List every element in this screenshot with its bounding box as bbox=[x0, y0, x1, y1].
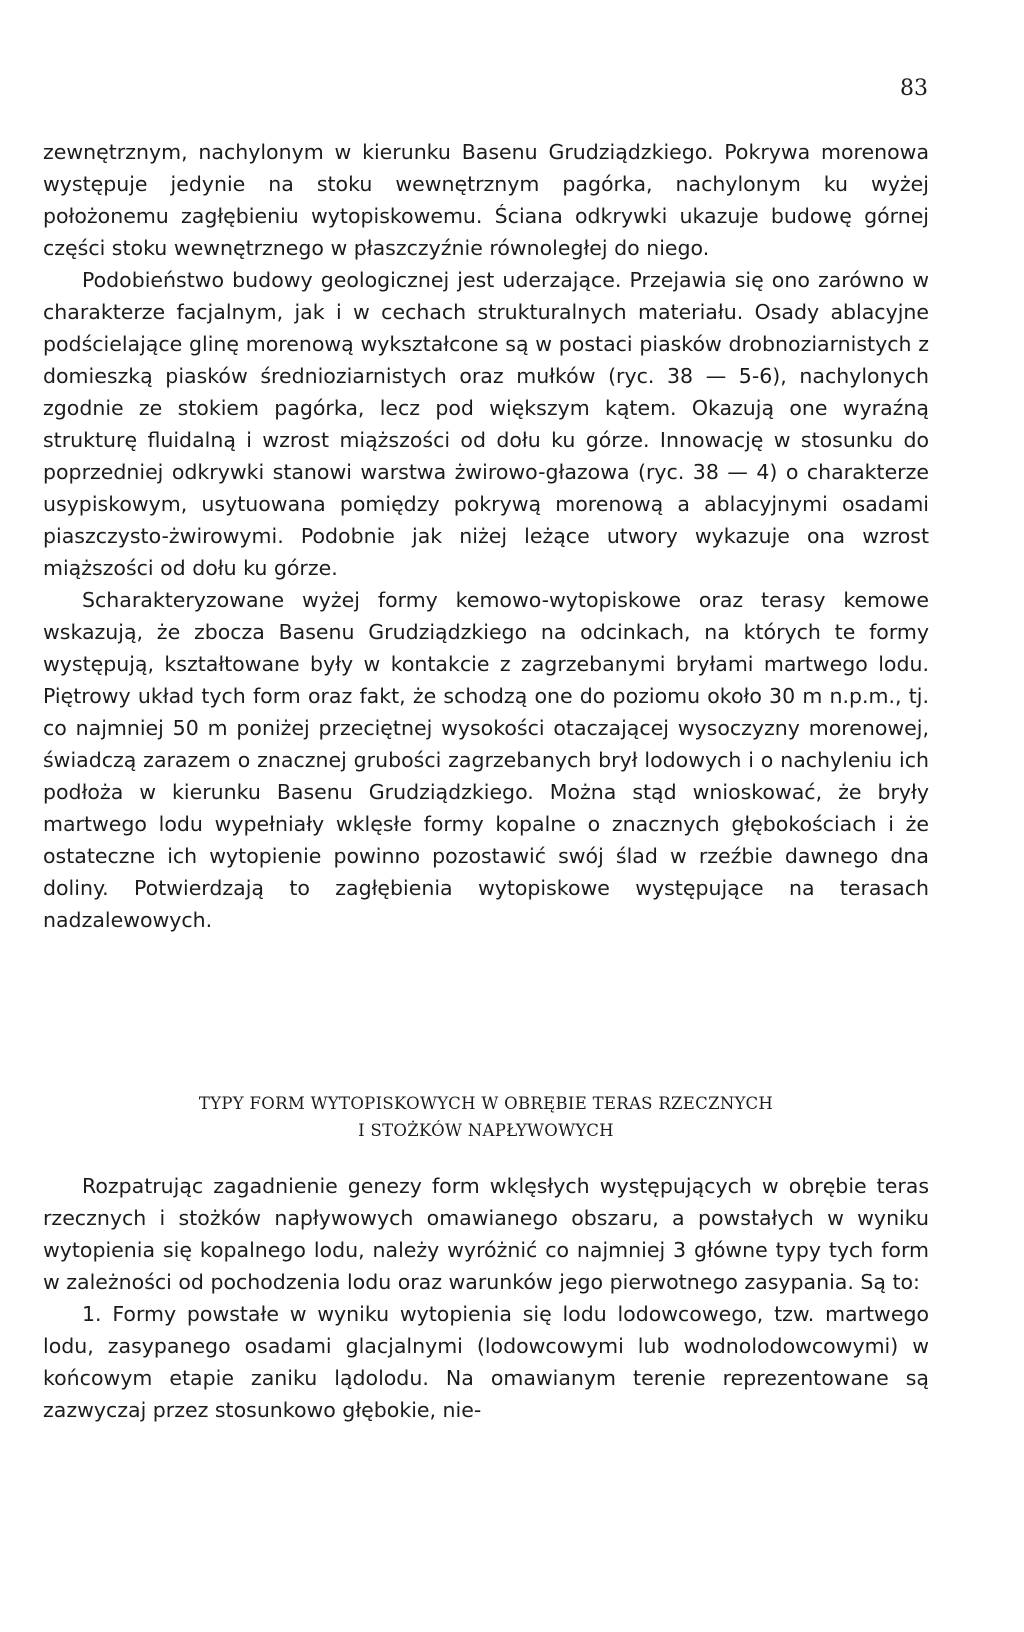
section-heading-line-2: I STOŻKÓW NAPŁYWOWYCH bbox=[358, 1121, 614, 1140]
paragraph: Scharakteryzowane wyżej formy kemowo-wytopiskowe oraz terasy kemowe wskazują, że zbocza Basenu Grudziądzkiego na odcinkach, na których te formy występują, kształtowane były w kontakcie z zagrzebanymi bryłami martwego lodu. Piętrowy układ tych form oraz fakt, że schodzą one do poziomu około 30 m n.p.m., tj. co najmniej 50 m poniżej przeciętnej wysokości otaczającej wysoczyzny morenowej, świadczą zarazem o znacznej grubości zagrzebanych brył lodowych i o nachyleniu ich podłoża w kierunku Basenu Grudziądzkiego. Można stąd wnioskować, że bryły martwego lodu wypełniały wklęsłe formy kopalne o znacznych głębokościach i że ostateczne ich wytopienie powinno pozostawić swój ślad w rzeźbie dawnego dna doliny. Potwierdzają to zagłębienia wytopiskowe występujące na terasach nadzalewowych. bbox=[43, 588, 929, 932]
paragraph-continuation: zewnętrznym, nachylonym w kierunku Basenu Grudziądzkiego. Pokrywa morenowa występuje jedynie na stoku wewnętrznym pagórka, nachylonym ku wyżej położonemu zagłębieniu wytopiskowemu. Ściana odkrywki ukazuje budowę górnej części stoku wewnętrznego w płaszczyźnie równoległej do niego. bbox=[43, 140, 929, 260]
paragraph: Podobieństwo budowy geologicznej jest uderzające. Przejawia się ono zarówno w charakterze facjalnym, jak i w cechach strukturalnych materiału. Osady ablacyjne podścielające glinę morenową wykształcone są w postaci piasków drobnoziarnistych z domieszką piasków średnioziarnistych oraz mułków (ryc. 38 — 5-6), nachylonych zgodnie ze stokiem pagórka, lecz pod większym kątem. Okazują one wyraźną strukturę fluidalną i wzrost miąższości od dołu ku górze. Innowację w stosunku do poprzedniej odkrywki stanowi warstwa żwirowo-głazowa (ryc. 38 — 4) o charakterze usypiskowym, usytuowana pomiędzy pokrywą morenową a ablacyjnymi osadami piaszczysto-żwirowymi. Podobnie jak niżej leżące utwory wykazuje ona wzrost miąższości od dołu ku górze. bbox=[43, 268, 929, 580]
paragraph: Rozpatrując zagadnienie genezy form wklęsłych występujących w obrębie teras rzecznych i stożków napływowych omawianego obszaru, a powstałych w wyniku wytopienia się kopalnego lodu, należy wyróżnić co najmniej 3 główne typy tych form w zależności od pochodzenia lodu oraz warunków jego pierwotnego zasypania. Są to: bbox=[43, 1174, 929, 1294]
body-text-lower bbox=[43, 1170, 929, 1426]
body-text-upper bbox=[43, 136, 929, 936]
section-heading-line-1: TYPY FORM WYTOPISKOWYCH W OBRĘBIE TERAS RZECZNYCH bbox=[198, 1094, 774, 1113]
page-number: 83 bbox=[900, 76, 928, 101]
section-heading bbox=[43, 1090, 929, 1144]
numbered-paragraph: 1. Formy powstałe w wyniku wytopienia się lodu lodowcowego, tzw. martwego lodu, zasypanego osadami glacjalnymi (lodowcowymi lub wodnolodowcowymi) w końcowym etapie zaniku lądolodu. Na omawianym terenie reprezentowane są zazwyczaj przez stosunkowo głębokie, nie- bbox=[43, 1302, 929, 1422]
